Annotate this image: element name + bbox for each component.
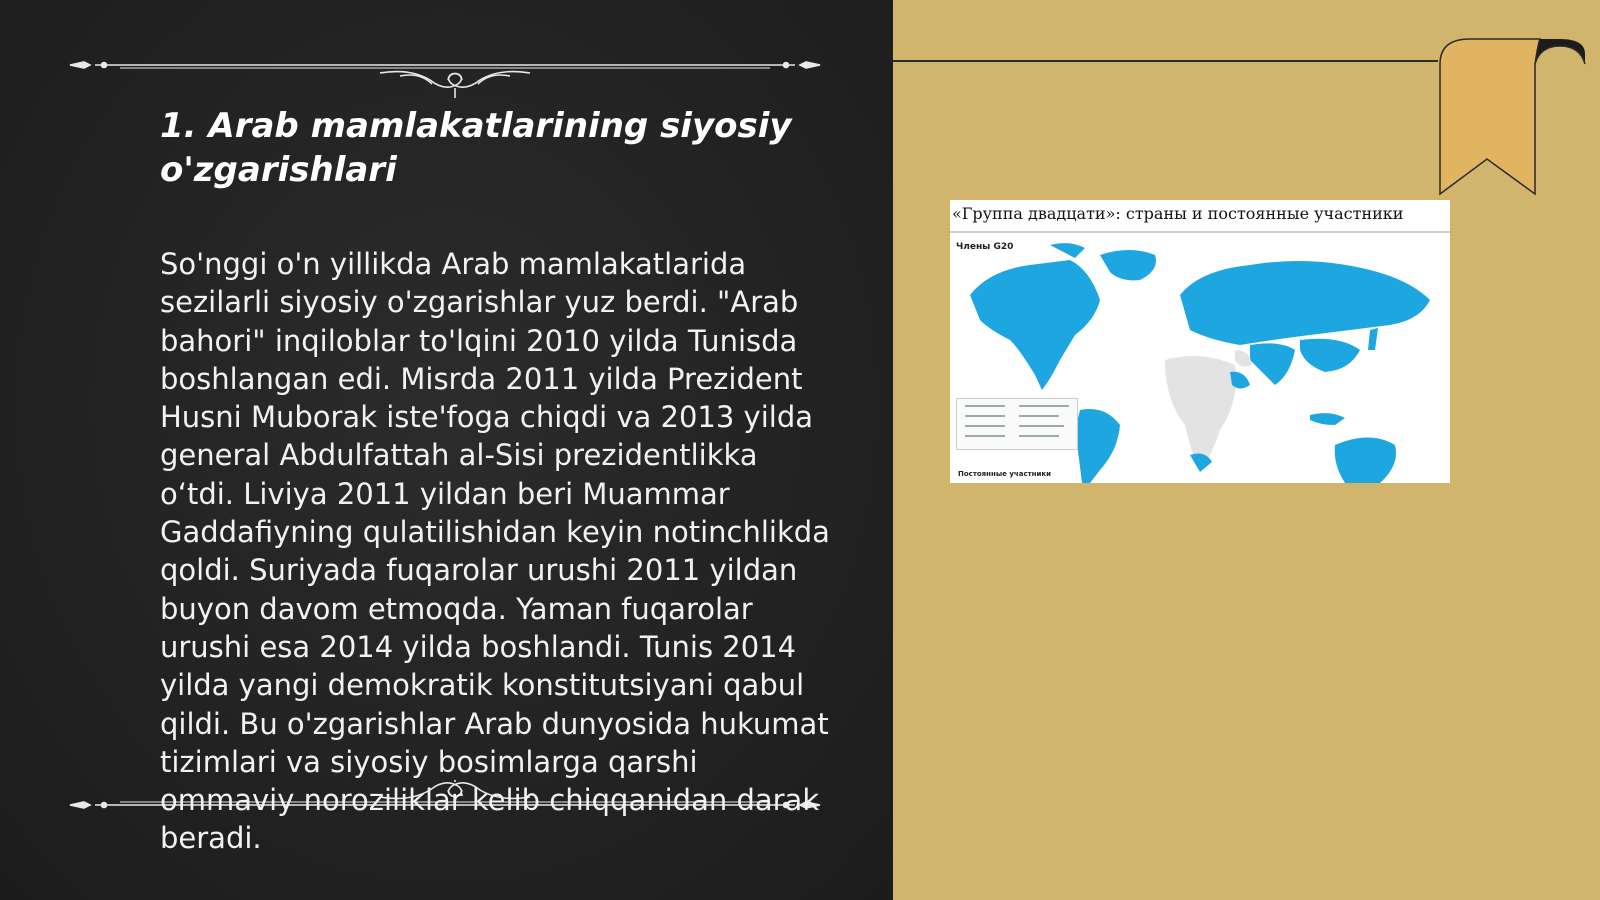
- top-ornament: [60, 40, 830, 100]
- map-title: «Группа двадцати»: страны и постоянные участники: [952, 204, 1404, 223]
- map-legend: [956, 398, 1078, 450]
- slide-body-text: So'nggi o'n yillikda Arab mamlakatlarida sezilarli siyosiy o'zgarishlar yuz berdi. "Arab bahori" inqiloblar to'lqini 2010 yilda Tunisda boshlangan edi. Misrda 2011 yilda Prezident Husni Muborak iste'foga chiqdi va 2013 yilda general Abdulfattah al-Sisi prezidentlikka o‘tdi. Liviya 2011 yildan beri Muammar Gaddafiyning qulatilishidan keyin notinchlikda qoldi. Suriyada fuqarolar urushi 2011 yildan buyon davom etmoqda. Yaman fuqarolar urushi esa 2014 yilda boshlandi. Tunis 2014 yilda yangi demokratik konstitutsiyani qabul qildi. Bu o'zgarishlar Arab dunyosida hukumat tizimlari va siyosiy bosimlarga qarshi ommaviy noroziliklar kelib chiqqanidan darak beradi.: [160, 247, 830, 856]
- map-subtitle: Члены G20: [956, 242, 1014, 252]
- g20-map-image: [950, 200, 1450, 483]
- horizontal-rule: [893, 60, 1438, 62]
- bookmark-ribbon-icon: [1430, 34, 1590, 204]
- slide-title: 1. Arab mamlakatlarining siyosiy o'zgarishlari: [160, 106, 792, 190]
- map-legend-footer: Постоянные участники: [958, 470, 1052, 478]
